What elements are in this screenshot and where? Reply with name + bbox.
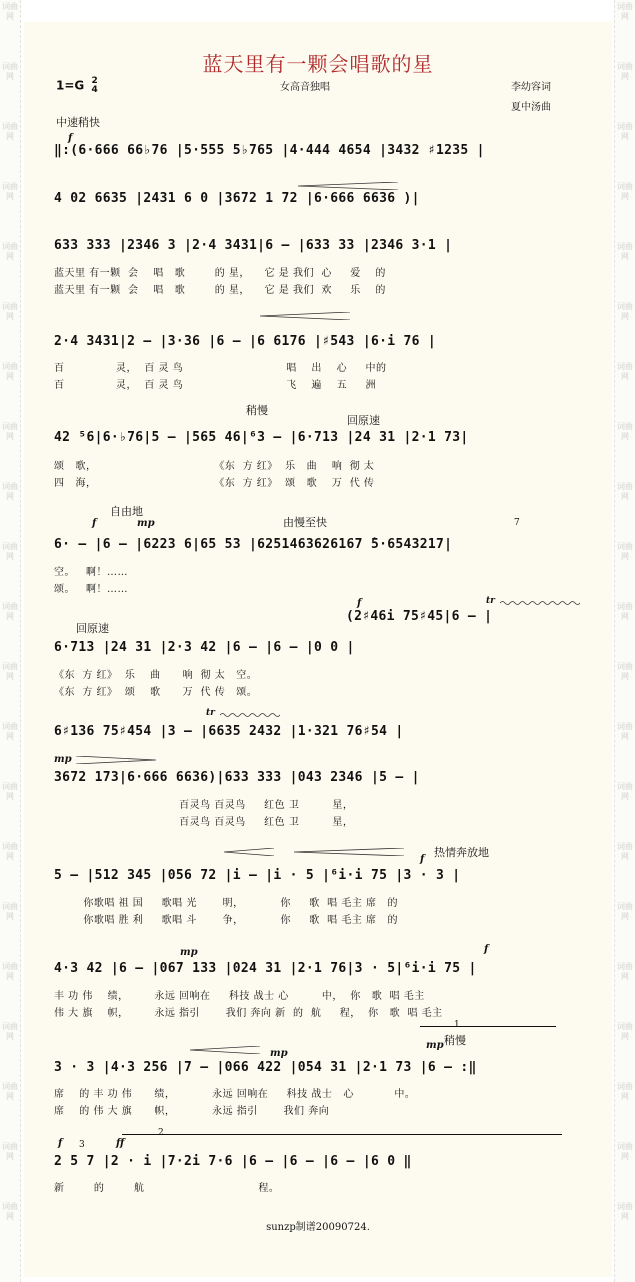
watermark: 词曲网 (2, 2, 18, 21)
tempo-marking: 中速稍快 (56, 116, 100, 129)
dynamic-mark: mp (270, 1048, 288, 1059)
watermark: 词曲网 (2, 782, 18, 801)
lyric-line: 席 的 丰 功 伟 绩， 永远 回响在 科技 战士 心 中。 (54, 1089, 416, 1100)
volta-bracket (122, 1134, 562, 1135)
watermark: 词曲网 (617, 482, 633, 501)
performance-type: 女高音独唱 (280, 82, 330, 93)
lyric-line: 蓝天里 有一颗 会 唱 歌 的 星， 它 是 我们 心 爱 的 (54, 268, 386, 279)
dynamic-mark: mp (426, 1040, 444, 1051)
watermark: 词曲网 (2, 62, 18, 81)
watermark: 词曲网 (2, 722, 18, 741)
watermark: 词曲网 (2, 542, 18, 561)
tempo-change-mark: 稍慢 (444, 1034, 466, 1047)
lyric-line: 百 灵， 百 灵 鸟 唱 出 心 中的 (54, 363, 387, 374)
watermark: 词曲网 (617, 2, 633, 21)
tempo-change-mark: 由慢至快 (283, 516, 327, 529)
watermark: 词曲网 (2, 602, 18, 621)
notation-row-7-upper: (2♯46i 75♯45|6 – | (346, 609, 493, 624)
notation-row-8: 6♯136 75♯454 |3 – |6635 2432 |1·321 76♯54 | (54, 724, 404, 739)
crescendo-hairpin (260, 312, 350, 320)
tempo-change-mark: 回原速 (347, 414, 380, 427)
lyric-line: 蓝天里 有一颗 会 唱 歌 的 星， 它 是 我们 欢 乐 的 (54, 285, 386, 296)
notation-row-9: 3672 173|6·666 6636)|633 333 |043 2346 |5 – | (54, 770, 420, 785)
lyric-line: 颂。 啊！…… (54, 584, 129, 595)
watermark: 词曲网 (617, 182, 633, 201)
right-watermark-strip (614, 0, 635, 1282)
trill-mark: tr (486, 596, 495, 606)
watermark: 词曲网 (2, 422, 18, 441)
song-title: 蓝天里有一颗会唱歌的星 (202, 52, 434, 76)
watermark: 词曲网 (617, 542, 633, 561)
lyric-line: 百灵鸟 百灵鸟 红色 卫 星， (54, 817, 354, 828)
notation-row-12: 3 · 3 |4·3 256 |7 – |066 422 |054 31 |2·1 73 |6 – :‖ (54, 1060, 477, 1075)
notation-row-10: 5 – |512 345 |056 72 |i – |i · 5 |⁶i·i 75 |3 · 3 | (54, 868, 461, 883)
notation-row-13: 2 5 7 |2 · i |7·2i 7·6 |6 – |6 – |6 – |6 0 ‖ (54, 1154, 412, 1169)
watermark: 词曲网 (617, 1022, 633, 1041)
watermark: 词曲网 (2, 182, 18, 201)
dynamic-mark: mp (137, 518, 155, 529)
notation-row-1: ‖:(6·666 66♭76 |5·555 5♭765 |4·444 4654 |3432 ♯1235 | (54, 143, 485, 158)
watermark: 词曲网 (617, 902, 633, 921)
trill-wave (220, 712, 280, 718)
dynamic-mark: f (58, 1138, 63, 1149)
watermark: 词曲网 (2, 902, 18, 921)
notation-row-4: 2·4 3431|2 – |3·36 |6 – |6 6176 |♯543 |6·i 76 | (54, 334, 436, 349)
score-page (24, 22, 612, 1277)
watermark: 词曲网 (617, 842, 633, 861)
left-watermark-strip (0, 0, 21, 1282)
notation-row-11: 4·3 42 |6 – |067 133 |024 31 |2·1 76|3 · 5|⁶i·i 75 | (54, 961, 477, 976)
dynamic-mark: ff (116, 1138, 125, 1149)
tuplet-mark: 7 (514, 518, 520, 528)
dynamic-mark: mp (180, 947, 198, 958)
watermark: 词曲网 (2, 122, 18, 141)
tempo-change-mark: 回原速 (76, 622, 109, 635)
lyricist-credit: 李幼容词 (511, 82, 551, 93)
watermark: 词曲网 (2, 482, 18, 501)
key-label: 1=G (56, 78, 85, 93)
composer-credit: 夏中汤曲 (511, 102, 551, 113)
watermark: 词曲网 (2, 1202, 18, 1221)
lyric-line: 《东 方 红》 颂 歌 万 代 传 颂。 (54, 687, 258, 698)
dynamic-mark: f (92, 518, 97, 529)
trill-wave (500, 600, 580, 606)
lyric-line: 四 海， 《东 方 红》 颂 歌 万 代 传 (54, 478, 375, 489)
time-numerator: 2 (91, 76, 98, 86)
notation-row-6: 6· – |6 – |6223 6|65 53 |6251463626167 ̇5·6543217| (54, 537, 453, 552)
watermark: 词曲网 (617, 62, 633, 81)
key-signature (56, 77, 98, 95)
crescendo-hairpin (298, 182, 398, 190)
watermark: 词曲网 (2, 1142, 18, 1161)
time-denominator: 4 (91, 85, 98, 95)
tempo-change-mark: 稍慢 (246, 404, 268, 417)
watermark: 词曲网 (2, 962, 18, 981)
lyric-line: 百 灵， 百 灵 鸟 飞 遍 五 洲 (54, 380, 377, 391)
watermark: 词曲网 (617, 362, 633, 381)
watermark: 词曲网 (2, 1082, 18, 1101)
watermark: 词曲网 (617, 722, 633, 741)
watermark: 词曲网 (617, 1202, 633, 1221)
dynamic-mark: mp (54, 754, 72, 765)
watermark: 词曲网 (617, 662, 633, 681)
watermark: 词曲网 (2, 842, 18, 861)
lyric-line: 百灵鸟 百灵鸟 红色 卫 星， (54, 800, 354, 811)
watermark: 词曲网 (617, 1142, 633, 1161)
watermark: 词曲网 (617, 422, 633, 441)
lyric-line: 伟 大 旗 帜， 永远 指引 我们 奔向 新 的 航 程， 你 歌 唱 毛主 (54, 1008, 443, 1019)
dynamic-mark: f (420, 854, 425, 865)
watermark: 词曲网 (617, 122, 633, 141)
expression-mark: 热情奔放地 (434, 846, 489, 859)
notation-row-5: 42 ⁵6|6·♭76|5 – |565 46|⁶3 – |6·713 |24 31 |2·1 73| (54, 430, 469, 445)
lyric-line: 你歌唱 胜 利 歌唱 斗 争， 你 歌 唱 毛主 席 的 (54, 915, 399, 926)
lyric-line: 新 的 航 程。 (54, 1183, 280, 1194)
watermark: 词曲网 (617, 242, 633, 261)
volta-number: 2 (158, 1128, 164, 1138)
trill-mark: tr (206, 708, 215, 718)
watermark: 词曲网 (617, 302, 633, 321)
dynamic-mark: f (484, 944, 489, 955)
lyric-line: 《东 方 红》 乐 曲 响 彻 太 空。 (54, 670, 258, 681)
time-signature (91, 77, 97, 95)
crescendo-hairpin (224, 848, 274, 856)
decrescendo-hairpin (76, 756, 156, 764)
notation-row-7: 6·713 |24 31 |2·3 42 |6 – |6 – |0 0 | (54, 640, 355, 655)
watermark: 词曲网 (2, 662, 18, 681)
lyric-line: 空。 啊！…… (54, 567, 129, 578)
watermark: 词曲网 (617, 1082, 633, 1101)
watermark: 词曲网 (2, 362, 18, 381)
volta-number: 1 (454, 1020, 460, 1030)
dynamic-mark: f (68, 133, 73, 144)
dynamic-mark: f (357, 598, 362, 609)
tuplet-mark: 3 (79, 1140, 85, 1150)
tempo-change-mark: 自由地 (110, 505, 143, 518)
crescendo-hairpin (190, 1046, 260, 1054)
lyric-line: 你歌唱 祖 国 歌唱 光 明， 你 歌 唱 毛主 席 的 (54, 898, 399, 909)
watermark: 词曲网 (617, 962, 633, 981)
lyric-line: 席 的 伟 大 旗 帜， 永远 指引 我们 奔向 (54, 1106, 330, 1117)
volta-bracket (420, 1026, 556, 1027)
crescendo-hairpin (294, 848, 404, 856)
watermark: 词曲网 (2, 242, 18, 261)
watermark: 词曲网 (617, 782, 633, 801)
transcriber-credit: sunzp制谱20090724. (266, 1222, 370, 1233)
watermark: 词曲网 (617, 602, 633, 621)
notation-row-2: 4 02 6635 |2431 6 0 |3672 1 72 |6·666 6636 )| (54, 191, 420, 206)
watermark: 词曲网 (2, 302, 18, 321)
lyric-line: 丰 功 伟 绩， 永远 回响在 科技 战士 心 中， 你 歌 唱 毛主 (54, 991, 425, 1002)
lyric-line: 颂 歌， 《东 方 红》 乐 曲 响 彻 太 (54, 461, 375, 472)
notation-row-3: 633 333 |2346 3 |2·4 3431|6 – |633 33 |2346 3·1 | (54, 238, 453, 253)
watermark: 词曲网 (2, 1022, 18, 1041)
